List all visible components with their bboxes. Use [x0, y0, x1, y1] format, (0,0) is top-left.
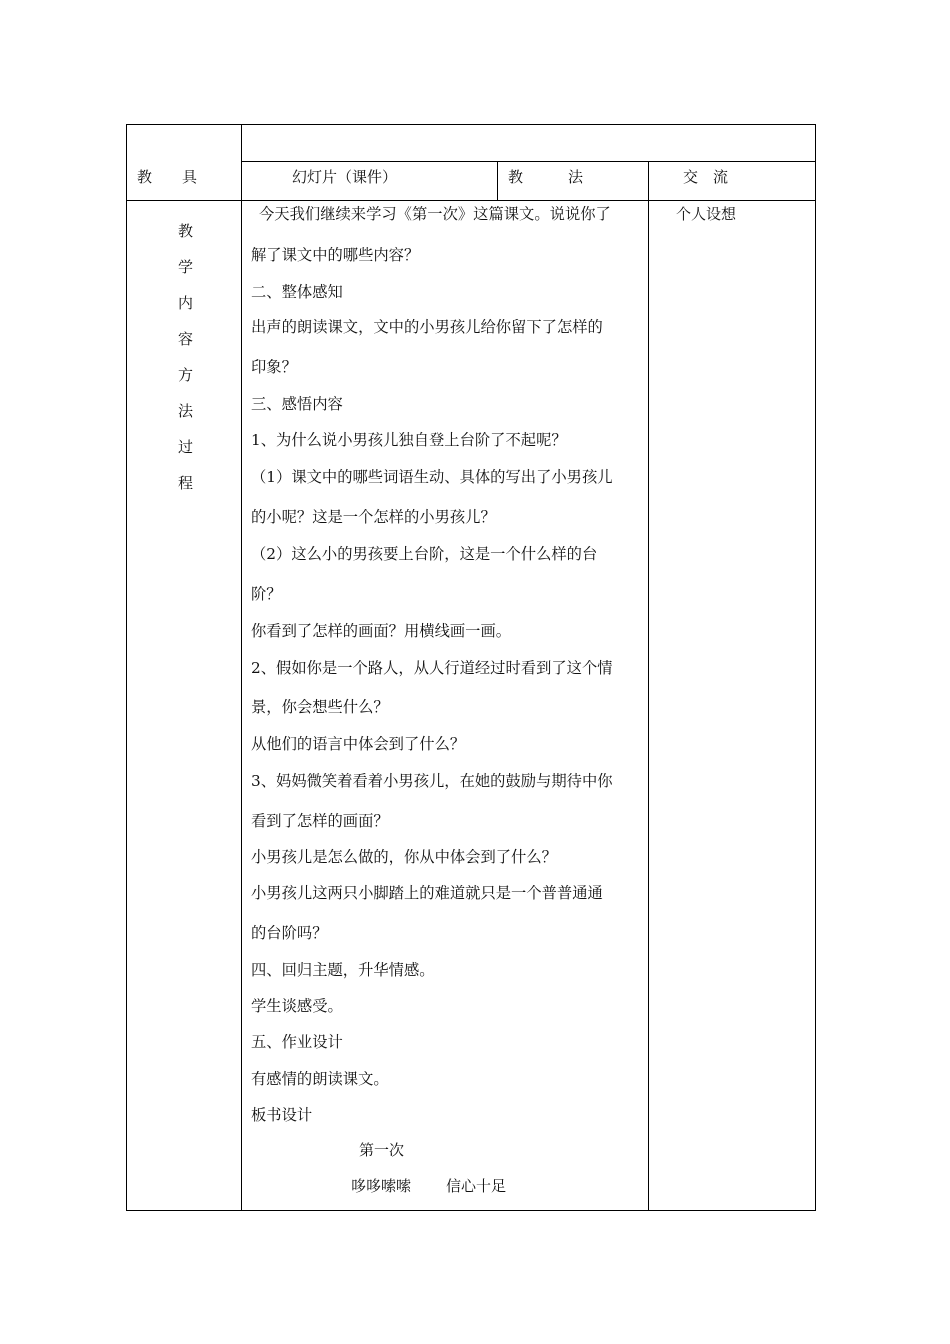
- lesson-line: 2、假如你是一个路人，从人行道经过时看到了这个情: [251, 659, 613, 677]
- side-label-char: 方: [178, 366, 194, 384]
- lesson-line: 1、为什么说小男孩儿独自登上台阶了不起呢？: [251, 431, 567, 449]
- board-left-phrase: 哆哆嗦嗦: [351, 1177, 412, 1195]
- lesson-line: 印象？: [251, 358, 297, 376]
- lesson-line: 出声的朗读课文，文中的小男孩儿给你留下了怎样的: [251, 318, 603, 336]
- lesson-line: 的台阶吗？: [251, 924, 328, 942]
- side-label-char: 容: [178, 330, 194, 348]
- row-divider: [241, 161, 816, 162]
- lesson-line: 景，你会想些什么？: [251, 698, 389, 716]
- lesson-line: 有感情的朗读课文。: [251, 1070, 389, 1088]
- lesson-line: 四、回归主题，升华情感。: [251, 961, 435, 979]
- lesson-line: 你看到了怎样的画面？用横线画一画。: [251, 622, 512, 640]
- side-label-char: 程: [178, 474, 194, 492]
- lesson-line: 看到了怎样的画面？: [251, 812, 389, 830]
- board-title: 第一次: [359, 1141, 405, 1159]
- lesson-line: （1）课文中的哪些词语生动、具体的写出了小男孩儿: [251, 468, 613, 486]
- method-label: 教 法: [508, 168, 584, 186]
- lesson-line: （2）这么小的男孩要上台阶，这是一个什么样的台: [251, 545, 598, 563]
- notes-label: 个人设想: [676, 205, 737, 223]
- lesson-line: 今天我们继续来学习《第一次》这篇课文。说说你了: [259, 205, 611, 223]
- lesson-line: 3、妈妈微笑着看着小男孩儿，在她的鼓励与期待中你: [251, 772, 613, 790]
- row-divider: [126, 200, 816, 201]
- side-label-char: 学: [178, 258, 194, 276]
- tools-value: 幻灯片（课件）: [292, 168, 398, 186]
- tools-label: 教 具: [137, 168, 198, 186]
- lesson-line: 板书设计: [251, 1106, 313, 1124]
- column-divider: [497, 161, 498, 200]
- lesson-line: 二、整体感知: [251, 283, 343, 301]
- lesson-line: 小男孩儿是怎么做的，你从中体会到了什么？: [251, 848, 557, 866]
- method-value: 交 流: [683, 168, 729, 186]
- side-label-char: 法: [178, 402, 194, 420]
- lesson-line: 从他们的语言中体会到了什么？: [251, 735, 466, 753]
- lesson-line: 三、感悟内容: [251, 395, 343, 413]
- side-label-char: 内: [178, 294, 194, 312]
- board-right-phrase: 信心十足: [446, 1177, 507, 1195]
- lesson-line: 解了课文中的哪些内容？: [251, 246, 420, 264]
- lesson-line: 阶？: [251, 585, 282, 603]
- lesson-line: 小男孩儿这两只小脚踏上的难道就只是一个普普通通: [251, 884, 603, 902]
- column-divider: [241, 124, 242, 1211]
- column-divider: [648, 161, 649, 1211]
- lesson-line: 五、作业设计: [251, 1033, 343, 1051]
- lesson-line: 的小呢？这是一个怎样的小男孩儿？: [251, 508, 496, 526]
- side-label-char: 过: [178, 438, 194, 456]
- side-label-char: 教: [178, 222, 194, 240]
- lesson-line: 学生谈感受。: [251, 997, 343, 1015]
